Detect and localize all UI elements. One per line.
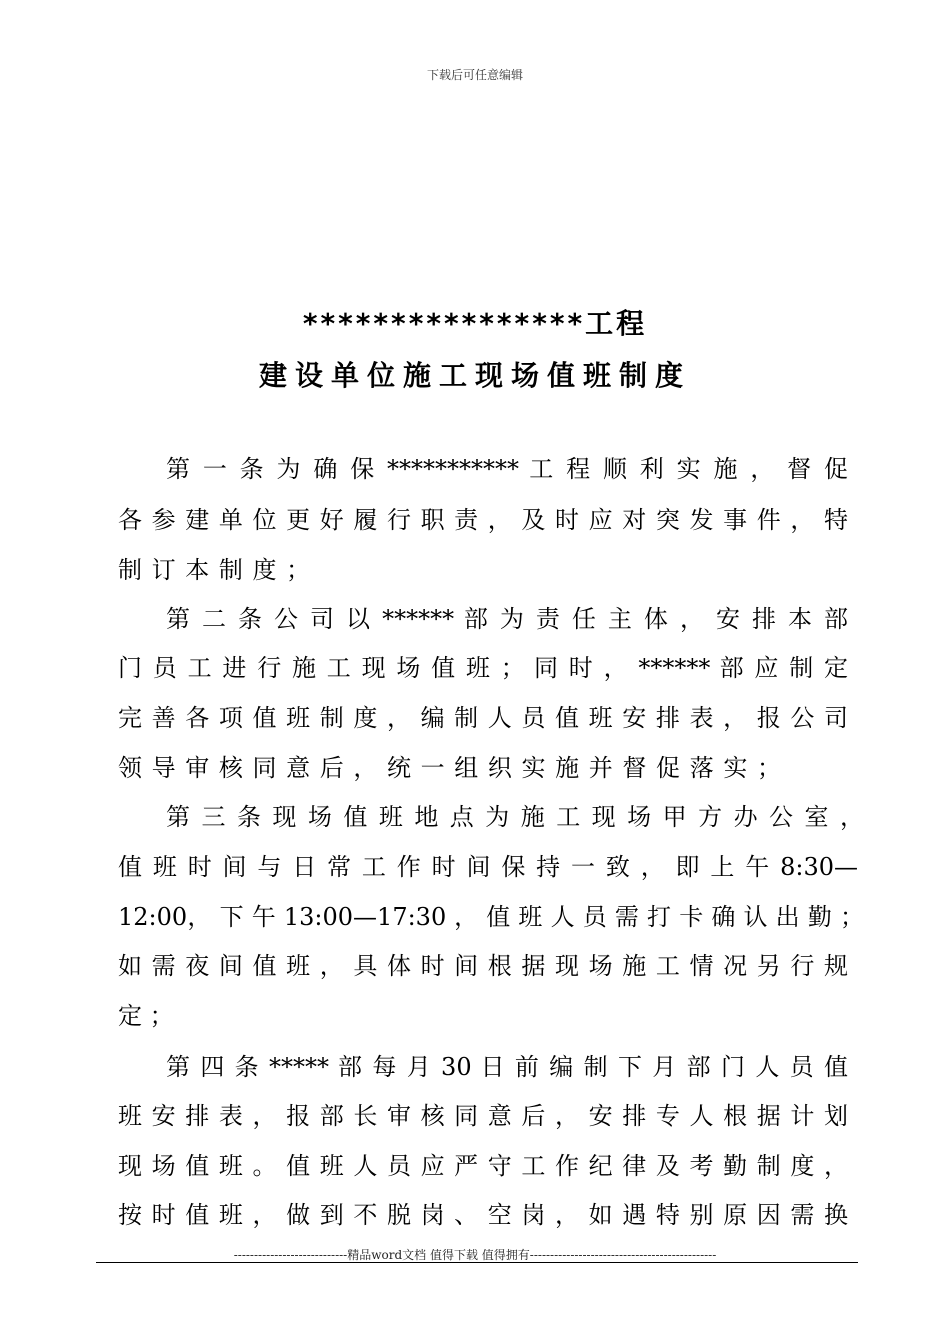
text-line: 领 导 审 核 同 意 后 ， 统 一 组 织 实 施 并 督 促 落 实 ； [118,754,782,782]
text-line: 门 员 工 进 行 施 工 现 场 值 班 ； 同 时 ， ****** 部 应 制 定 [118,654,848,682]
document-subtitle: 建设单位施工现场值班制度 [258,359,691,392]
text-line: 第 四 条 ***** 部 每 月 30 日 前 编 制 下 月 部 门 人 员 值 [166,1053,848,1081]
text-line: 第 二 条 公 司 以 ****** 部 为 责 任 主 体 ， 安 排 本 部 [166,605,848,633]
text-line: 各 参 建 单 位 更 好 履 行 职 责 ， 及 时 应 对 突 发 事 件 ， 特 [118,506,848,534]
document-title: ****************工程 [302,307,648,340]
text-line: 12:00， 下 午 13:00—17:30 ， 值 班 人 员 需 打 卡 确 认 出 勤 ； [118,903,864,931]
text-line: 制 订 本 制 度 ； [118,556,312,584]
text-line: 按 时 值 班 ， 做 到 不 脱 岗 、 空 岗 ， 如 遇 特 别 原 因 需 换 [118,1201,848,1229]
footer-rule [96,1262,858,1263]
text-line: 现 场 值 班 。 值 班 人 员 应 严 守 工 作 纪 律 及 考 勤 制 度 ， [118,1152,848,1180]
page-header: 下载后可任意编辑 [426,68,523,82]
page-footer: ----------------------------精品word文档 值得下载 值得拥有---------------------------------------------- [233,1248,717,1262]
text-line: 班 安 排 表 ， 报 部 长 审 核 同 意 后 ， 安 排 专 人 根 据 计 划 [118,1102,848,1130]
text-line: 定 ； [118,1002,174,1030]
text-line: 值 班 时 间 与 日 常 工 作 时 间 保 持 一 致 ， 即 上 午 8:30— [118,853,858,881]
text-line: 第 一 条 为 确 保 *********** 工 程 顺 利 实 施 ， 督 促 [166,455,848,483]
text-line: 如 需 夜 间 值 班 ， 具 体 时 间 根 据 现 场 施 工 情 况 另 行 规 [118,952,848,980]
text-line: 第 三 条 现 场 值 班 地 点 为 施 工 现 场 甲 方 办 公 室 ， [166,803,864,831]
text-line: 完 善 各 项 值 班 制 度 ， 编 制 人 员 值 班 安 排 表 ， 报 公 司 [118,704,848,732]
